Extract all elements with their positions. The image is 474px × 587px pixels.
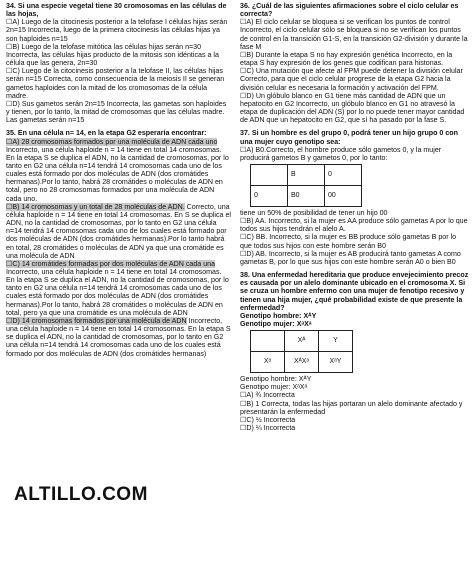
- question-38: [240, 271, 469, 432]
- option-36-c[interactable]: ☐C) Una mutación que afecte al FPM puede detener la división celular Correcto, para que el ciclo celular progrese de la etapa G2 hacia la división celular es necesaria la formación y activación del FPM.: [240, 67, 463, 92]
- genotype-male-2: Genotipo hombre: XᴬY: [240, 375, 312, 384]
- genotype-male: Genotipo hombre: XᴬY: [240, 311, 317, 320]
- question-37-title: 37. Si un hombre es del grupo 0, podrá tener un hijo grupo 0 con una mujer cuyo genotipo sea:: [240, 129, 458, 146]
- option-35-a[interactable]: [6, 138, 231, 203]
- punnett-cell: 0: [325, 164, 362, 185]
- option-35-c[interactable]: [6, 260, 231, 317]
- option-36-b[interactable]: ☐B) Durante la etapa S no hay expresión genética Incorrecto, en la etapa S hay expresión de los genes que codifican para histonas.: [240, 50, 453, 68]
- punnett-cell: Xᴬ: [285, 331, 319, 352]
- probability-note: tiene un 50% de posibilidad de tener un hijo 00: [240, 208, 388, 217]
- question-34-title: 34. Si una especie vegetal tiene 30 cromosomas en las células de las hojas,: [6, 2, 227, 19]
- question-35: [6, 129, 231, 357]
- option-35-d-head: ☐D) 14 cromosomas formados por una molécula de ADN: [6, 316, 187, 325]
- question-34: [6, 2, 231, 124]
- option-37-a[interactable]: ☐A) B0.Correcto, el hombre produce sólo gametos 0, y la mujer producirá gametos B y gametos 0, por lo tanto:: [240, 145, 442, 162]
- genotype-female: Genotipo mujer: XᵃXᵃ: [240, 320, 312, 328]
- punnett-cell: [251, 164, 288, 185]
- site-logo[interactable]: ALTILLO.COM: [14, 484, 148, 505]
- option-38-b[interactable]: ☐B) 1 Correcta, todas las hijas portaran un alelo dominante afectado y presentarán la enfermedad: [240, 399, 463, 416]
- option-35-c-head: ☐C) 14 cromátides formadas por dos moléculas de ADN cada una: [6, 259, 216, 268]
- question-35-title: 35. En una célula n= 14, en la etapa G2 esperaría encontrar:: [6, 129, 207, 138]
- option-34-b[interactable]: ☐B) Luego de la telofase mitótica las células hijas serán n=30 Incorrecta, las células hijas producto de la mitosis son idénticas a la célula que las genera, 2n=30: [6, 42, 219, 68]
- question-38-title: 38. Una enfermedad hereditaria que produce envejecimiento precoz es causada por un alelo dominante ubicado en el cromosoma X. Si se cruza un hombre enfermo con una mujer de fenotipo recesivo y tienen una hija mujer, ¿qué probabilidad existe de que presente la enfermedad?: [240, 271, 469, 312]
- punnett-cell: B0: [288, 185, 325, 206]
- option-35-b[interactable]: [6, 203, 231, 260]
- option-38-d[interactable]: ☐D) ¼ Incorrecta: [240, 424, 296, 433]
- option-35-b-body: Correcto, una célula haploide n = 14 tiene en total 14 cromosomas. En S se duplica el ADN, no la cantidad de cromosomas, por lo tanto en G2 una célula n=14 tendrá 14 cromosomas cada uno de los cuales está formado por dos moléculas de ADN (dos cromátides hermanas).Por lo tanto habrá en total, 28 cromátides o moléculas de ADN ya que una cromátide es una molécula de ADN: [6, 202, 231, 260]
- option-35-d[interactable]: [6, 317, 231, 358]
- option-38-a[interactable]: ☐A) ¾ Incorrecta: [240, 391, 295, 400]
- punnett-cell: Y: [319, 331, 353, 352]
- option-34-c[interactable]: ☐C) Luego de la citocinesis posterior a la telofase II, las células hijas serán n=15 Correcta, como consecuencia de la meiosis II se generan gametos haploides con la mitad de los cromosomas de la célula madre.: [6, 67, 225, 100]
- option-37-c[interactable]: ☐C) BB. Incorrecto, si la mujer es BB produce sólo gametas B por lo que todos sus hijos con este hombre serán B0: [240, 233, 457, 250]
- question-37: [240, 129, 469, 266]
- punnett-cell: [251, 331, 285, 352]
- punnett-cell: B: [288, 164, 325, 185]
- question-36: [240, 2, 469, 124]
- punnett-cell: XᴬXᵃ: [285, 352, 319, 373]
- question-36-title: 36. ¿Cuál de las siguientes afirmaciones sobre el ciclo celular es correcta?: [240, 2, 459, 19]
- option-35-a-body: Incorrecto, una célula haploide n = 14 tiene en total 14 cromosomas. En la etapa S se duplica el ADN, no la cantidad de cromosomas, por lo tanto en G2 una célula n=14 tendrá 14 cromosomas cada uno de los cuales está formado por dos moléculas de ADN (dos cromátides hermanas).Por lo tanto, habrá 28 cromátides o moléculas de ADN en total, pero no 28 cromosomas formados por una molécula de ADN cada uno.: [6, 145, 229, 203]
- option-36-a[interactable]: ☐A) El ciclo celular se bloquea si se verifican los puntos de control Incorrecto, el ciclo celular sólo se bloquea si no se verifican los puntos de control en la transición G1-S, en la transición G2-división y durante la fase M: [240, 18, 468, 51]
- option-37-d[interactable]: ☐D) AB. Incorrecto, si la mujer es AB producirá tanto gametas A como gametas B, por lo que sus hijos con este hombre serán A0 o bien B0: [240, 249, 461, 266]
- option-35-b-head: ☐B) 14 cromosomas y un total de 28 moléculas de ADN.: [6, 202, 185, 211]
- option-35-c-body: Incorrecto, una célula haploide n = 14 tiene en total 14 cromosomas. En la etapa S se duplica el ADN, no la cantidad de cromosomas, por lo tanto en G2 una célula n=14 tendrá 14 cromosomas cada uno de los cuales está formado por dos moléculas de ADN (dos cromátides hermanas).Por lo tanto, habrá 28 cromátides o moléculas de ADN en total, pero ya que una cromátide es una molécula de ADN: [6, 268, 229, 317]
- option-35-a-head: ☐A) 28 cromosomas formados por una molécula de ADN cada uno: [6, 137, 218, 146]
- option-38-c[interactable]: ☐C) ½ Incorrecta: [240, 415, 296, 424]
- option-37-b[interactable]: ☐B) AA. Incorrecto, si la mujer es AA produce sólo gametas A por lo que todos sus hijos tendrán el alelo A.: [240, 217, 468, 234]
- option-34-a[interactable]: ☐A) Luego de la citocinesis posterior a la telofase I células hijas serán 2n=15 Incorrecta, luego de la primera citocinesis las células hijas ya son haploides n=15: [6, 18, 228, 43]
- punnett-cell: 00: [325, 185, 362, 206]
- left-column: [6, 2, 231, 363]
- punnett-square-37: [250, 164, 362, 207]
- punnett-cell: Xᵃ: [251, 352, 285, 373]
- punnett-cell: XᵃY: [319, 352, 353, 373]
- right-column: [240, 2, 469, 437]
- punnett-square-38: [250, 330, 353, 373]
- option-35-d-body: Incorrecto, una célula haploide n = 14 tiene en total 14 cromosomas. En la etapa S se duplica el ADN, no la cantidad de cromosomas, por lo tanto en G2 una célula n=14 tendrá 14 cromosomas cada uno de los cuales está formado por dos moléculas de ADN (dos cromátides hermanas): [6, 316, 231, 358]
- option-34-d[interactable]: ☐D) Sus gametos serán 2n=15 Incorrecta, las gametas son haploides y tienen, por lo tanto, la mitad de cromosomas que las células madre. Las gametas serán n=15: [6, 99, 227, 125]
- option-36-d[interactable]: ☐D) Un glóbulo blanco en G1 tiene más cantidad de ADN que un hepatocito en G2 Incorrecto, un glóbulo blanco en G1 no atravesó la etapa de duplicación del ADN (S) por lo no puede tener mayor cantidad de ADN que un hepatocito en G2, que sí ha pasado por la fase S.: [240, 91, 465, 125]
- punnett-cell: 0: [251, 185, 288, 206]
- genotype-female-2: Genotipo mujer: XᵃXᵃ: [240, 383, 308, 392]
